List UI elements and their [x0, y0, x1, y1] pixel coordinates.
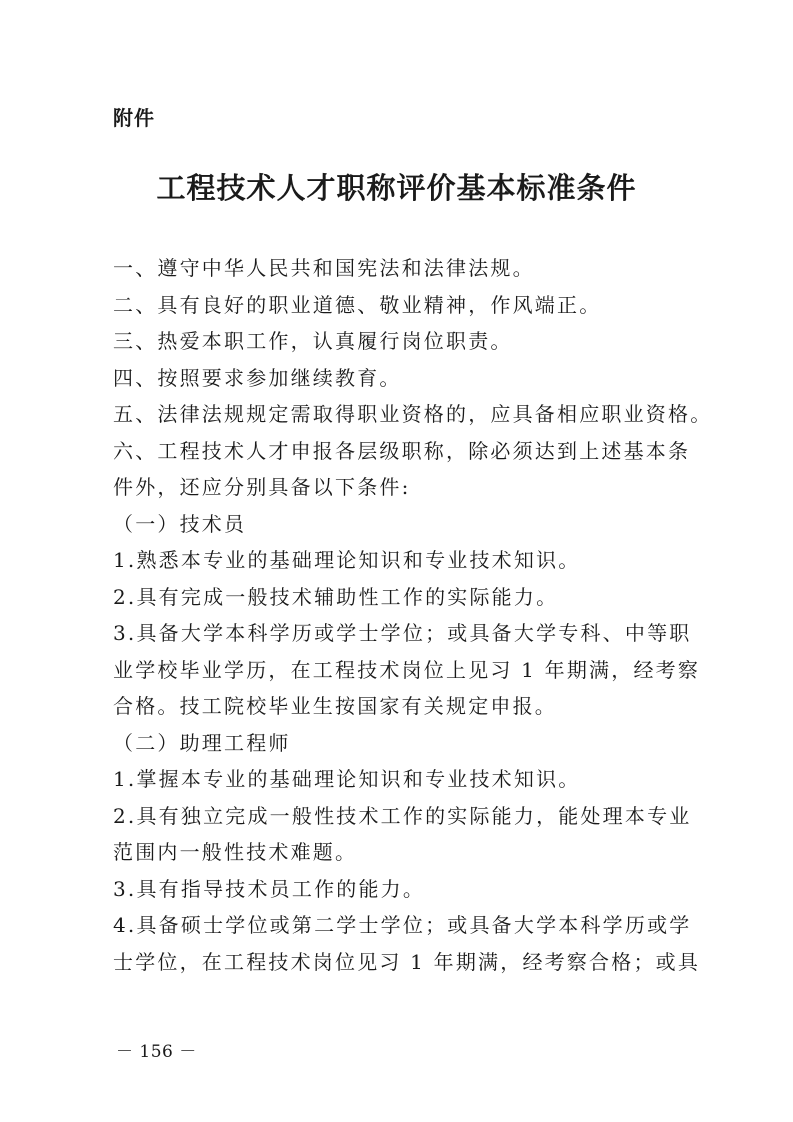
body-line: 业学校毕业学历，在工程技术岗位上见习 1 年期满，经考察: [113, 657, 701, 682]
section-heading-technician: （一）技术员: [113, 511, 247, 536]
section-heading-assistant-engineer: （二）助理工程师: [113, 730, 291, 755]
document-body: [113, 250, 713, 980]
body-line: 合格。技工院校毕业生按国家有关规定申报。: [113, 694, 557, 718]
body-line: 范围内一般性技术难题。: [113, 840, 358, 864]
attachment-label: 附件: [113, 106, 155, 130]
body-line: 3.具有指导技术员工作的能力。: [113, 876, 426, 901]
body-line: 士学位，在工程技术岗位见习 1 年期满，经考察合格；或具: [113, 949, 701, 974]
body-line: 2.具有完成一般技术辅助性工作的实际能力。: [113, 584, 559, 609]
body-line: 二、具有良好的职业道德、敬业精神，作风端正。: [113, 292, 602, 317]
body-line: 件外，还应分别具备以下条件:: [113, 475, 411, 499]
page-number: － 156 －: [116, 1042, 197, 1062]
body-line: 四、按照要求参加继续教育。: [113, 365, 402, 390]
body-line: 2.具有独立完成一般性技术工作的实际能力，能处理本专业: [113, 803, 692, 828]
body-line: 4.具备硕士学位或第二学士学位；或具备大学本科学历或学: [113, 913, 692, 937]
document-title: 工程技术人才职称评价基本标准条件: [156, 171, 637, 205]
body-line: 一、遵守中华人民共和国宪法和法律法规。: [113, 256, 535, 280]
body-line: 1.掌握本专业的基础理论知识和专业技术知识。: [113, 767, 581, 791]
body-line: 3.具备大学本科学历或学士学位；或具备大学专科、中等职: [113, 621, 692, 645]
body-line: 五、法律法规规定需取得职业资格的，应具备相应职业资格。: [113, 402, 713, 426]
body-line: 六、工程技术人才申报各层级职称，除必须达到上述基本条: [113, 438, 691, 463]
body-line: 1.熟悉本专业的基础理论知识和专业技术知识。: [113, 548, 581, 572]
body-line: 三、热爱本职工作，认真履行岗位职责。: [113, 329, 513, 353]
